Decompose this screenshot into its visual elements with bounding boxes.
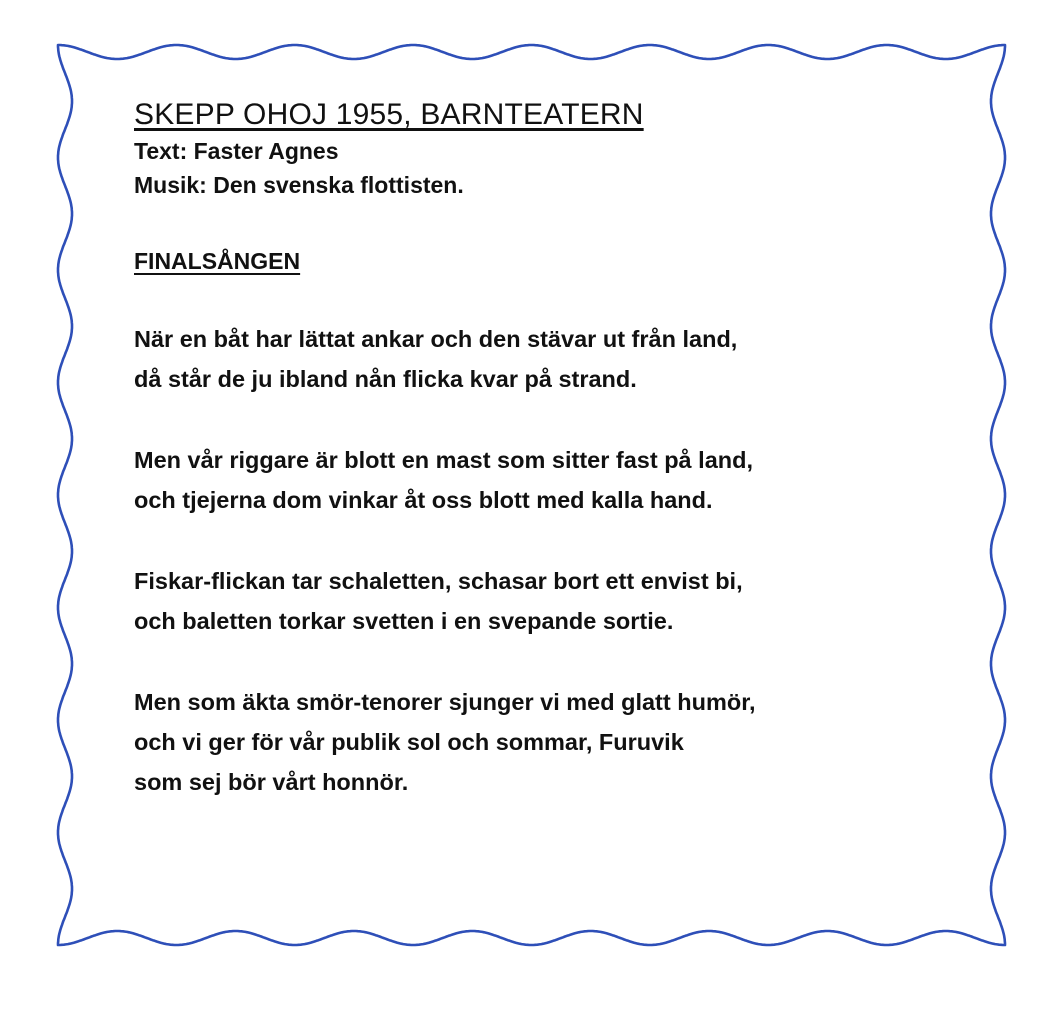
verse-line: Fiskar-flickan tar schaletten, schasar bort ett envist bi, — [134, 568, 743, 594]
verse-line: och baletten torkar svetten i en svepande sortie. — [134, 608, 674, 634]
music-credit: Musik: Den svenska flottisten. — [134, 172, 464, 198]
verse-4 — [134, 682, 994, 802]
section-heading: FINALSÅNGEN — [134, 248, 301, 274]
verse-line: Men som äkta smör-tenorer sjunger vi med glatt humör, — [134, 689, 756, 715]
verse-line: och tjejerna dom vinkar åt oss blott med kalla hand. — [134, 487, 713, 513]
document-title: SKEPP OHOJ 1955, BARNTEATERN — [134, 98, 644, 131]
verse-3 — [134, 561, 994, 641]
verse-line: som sej bör vårt honnör. — [134, 769, 409, 795]
verse-line: och vi ger för vår publik sol och sommar, Furuvik — [134, 729, 684, 755]
verse-line: då står de ju ibland nån flicka kvar på strand. — [134, 366, 637, 392]
text-credit: Text: Faster Agnes — [134, 138, 339, 164]
document-content — [134, 96, 994, 802]
verse-2 — [134, 440, 994, 520]
verse-line: När en båt har lättat ankar och den stävar ut från land, — [134, 326, 738, 352]
verse-1 — [134, 319, 994, 399]
verse-line: Men vår riggare är blott en mast som sitter fast på land, — [134, 447, 753, 473]
